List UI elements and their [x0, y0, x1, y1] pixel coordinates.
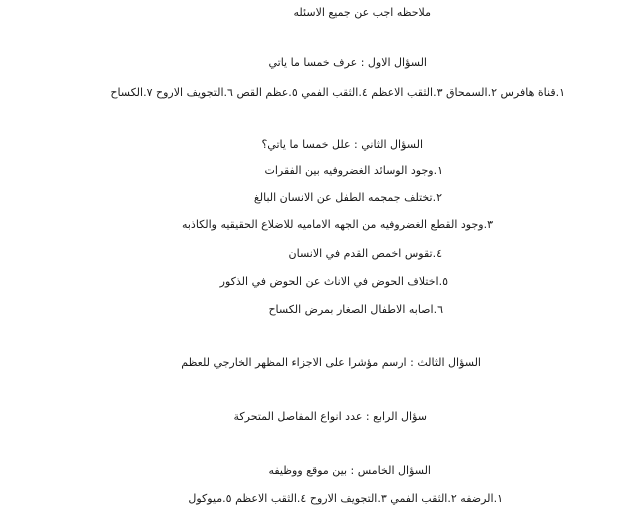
question-2-item-1: ١.وجود الوسائد الغضروفيه بين الفقرات — [264, 164, 443, 177]
question-3-title: السؤال الثالث : ارسم مؤشرا على الاجزاء المظهر الخارجي للعظم — [181, 356, 481, 369]
question-5-title: السؤال الخامس : بين موقع ووظيفه — [268, 464, 431, 477]
question-2-item-4: ٤.تقوس اخمص القدم في الانسان — [288, 247, 442, 260]
question-2-title: السؤال الثاني : علل خمسا ما ياتي؟ — [261, 138, 423, 151]
question-5-items: ١.الرضفه ٢.الثقب الفمي ٣.التجويف الاروح ٤.الثقب الاعظم ٥.ميوكول — [188, 492, 503, 505]
question-4-title: سؤال الرابع : عدد انواع المفاصل المتحركة — [233, 410, 427, 423]
question-2-item-3: ٣.وجود القطع الغضروفيه من الجهه الاماميه للاضلاع الحقيقيه والكاذبه — [181, 218, 493, 231]
question-1-title: السؤال الاول : عرف خمسا ما ياتي — [268, 56, 427, 69]
question-2-item-2: ٢.تختلف جمجمه الطفل عن الانسان البالغ — [253, 191, 442, 204]
question-2-item-5: ٥.اختلاف الحوض في الاناث عن الحوض في الذكور — [219, 275, 448, 288]
question-1-items: ١.قناة هافرس ٢.السمحاق ٣.الثقب الاعظم ٤.الثقب الفمي ٥.عظم القص ٦.التجويف الاروح ٧.الكساح — [110, 86, 565, 99]
question-2-item-6: ٦.اصابه الاطفال الصغار بمرض الكساح — [268, 303, 443, 316]
instruction-note: ملاحظه اجب عن جميع الاسئله — [293, 6, 431, 19]
